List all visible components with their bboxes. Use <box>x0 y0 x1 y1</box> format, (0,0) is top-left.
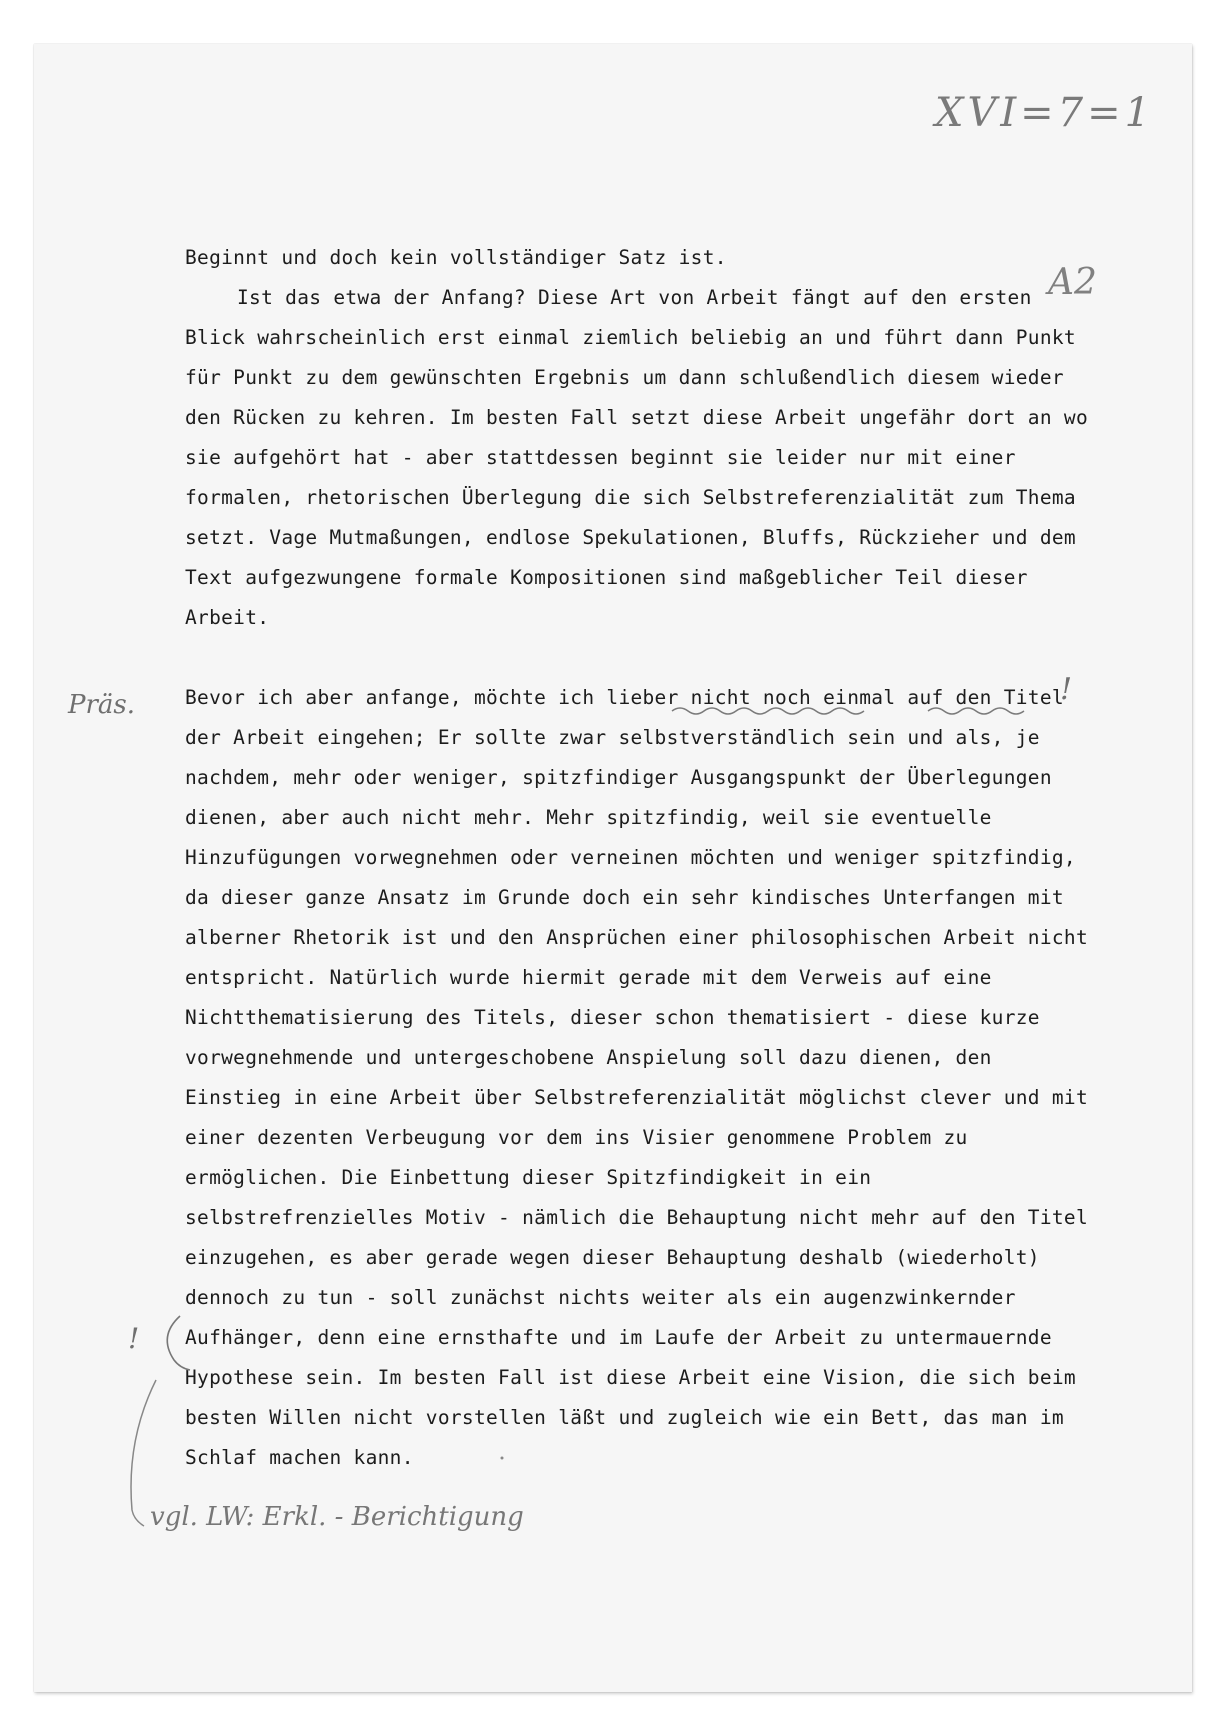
text-line: für Punkt zu dem gewünschten Ergebnis um dann schlußendlich diesem wieder <box>185 366 1064 389</box>
text-line: Beginnt und doch kein vollständiger Satz ist. <box>185 246 727 269</box>
text-line: vorwegnehmende und untergeschobene Anspielung soll dazu dienen, den <box>185 1046 992 1069</box>
text-line: alberner Rhetorik ist und den Ansprüchen einer philosophischen Arbeit nicht <box>185 926 1088 949</box>
text-line: Aufhänger, denn eine ernsthafte und im Laufe der Arbeit zu untermauernde <box>185 1326 1052 1349</box>
text-line: Text aufgezwungene formale Kompositionen sind maßgeblicher Teil dieser <box>185 566 1028 589</box>
text-line: dienen, aber auch nicht mehr. Mehr spitzfindig, weil sie eventuelle <box>185 806 992 829</box>
text-line: Hinzufügungen vorwegnehmen oder verneinen möchten und weniger spitzfindig, <box>185 846 1076 869</box>
text-line: Ist das etwa der Anfang? Diese Art von Arbeit fängt auf den ersten <box>237 286 1032 309</box>
text-line: selbstrefrenzielles Motiv - nämlich die Behauptung nicht mehr auf den Titel <box>185 1206 1088 1229</box>
text-line: dennoch zu tun - soll zunächst nichts weiter als ein augenzwinkernder <box>185 1286 1016 1309</box>
pencil-dot <box>501 1457 504 1460</box>
margin-note-reference: vgl. LW: Erkl. - Berichtigung <box>150 1502 524 1532</box>
text-line: Nichtthematisierung des Titels, dieser schon thematisiert - diese kurze <box>185 1006 1040 1029</box>
text-line: formalen, rhetorischen Überlegung die sich Selbstreferenzialität zum Thema <box>185 486 1076 509</box>
text-line: einzugehen, es aber gerade wegen dieser Behauptung deshalb (wiederholt) <box>185 1246 1040 1269</box>
text-line: da dieser ganze Ansatz im Grunde doch ein sehr kindisches Unterfangen mit <box>185 886 1064 909</box>
text-line: besten Willen nicht vorstellen läßt und zugleich wie ein Bett, das man im <box>185 1406 1064 1429</box>
text-line: Schlaf machen kann. <box>185 1446 414 1469</box>
archive-mark: XVI=7=1 <box>935 90 1155 136</box>
section-mark: A2 <box>1048 262 1097 303</box>
text-line: Arbeit. <box>185 606 270 629</box>
wavy-underline <box>928 708 1024 714</box>
text-line: Blick wahrscheinlich erst einmal ziemlich beliebig an und führt dann Punkt <box>185 326 1076 349</box>
text-line: setzt. Vage Mutmaßungen, endlose Spekulationen, Bluffs, Rückzieher und dem <box>185 526 1076 549</box>
wavy-underline <box>672 708 864 714</box>
margin-bracket <box>167 1316 190 1370</box>
text-line: der Arbeit eingehen; Er sollte zwar selbstverständlich sein und als, je <box>185 726 1040 749</box>
text-line: entspricht. Natürlich wurde hiermit gerade mit dem Verweis auf eine <box>185 966 992 989</box>
text-line: ermöglichen. Die Einbettung dieser Spitzfindigkeit in ein <box>185 1166 872 1189</box>
text-line: Bevor ich aber anfange, möchte ich lieber nicht noch einmal auf den Titel <box>185 686 1064 709</box>
text-line: nachdem, mehr oder weniger, spitzfindiger Ausgangspunkt der Überlegungen <box>185 766 1052 789</box>
text-line: den Rücken zu kehren. Im besten Fall setzt diese Arbeit ungefähr dort an wo <box>185 406 1088 429</box>
text-line: Einstieg in eine Arbeit über Selbstreferenzialität möglichst clever und mit <box>185 1086 1088 1109</box>
margin-bracket <box>131 1380 156 1526</box>
text-line: Hypothese sein. Im besten Fall ist diese Arbeit eine Vision, die sich beim <box>185 1366 1076 1389</box>
exclamation-mark: ! <box>1060 672 1073 707</box>
margin-note-praes: Präs. <box>68 690 136 720</box>
exclamation-mark: ! <box>128 1322 140 1355</box>
text-line: sie aufgehört hat - aber stattdessen beginnt sie leider nur mit einer <box>185 446 1016 469</box>
text-line: einer dezenten Verbeugung vor dem ins Visier genommene Problem zu <box>185 1126 968 1149</box>
